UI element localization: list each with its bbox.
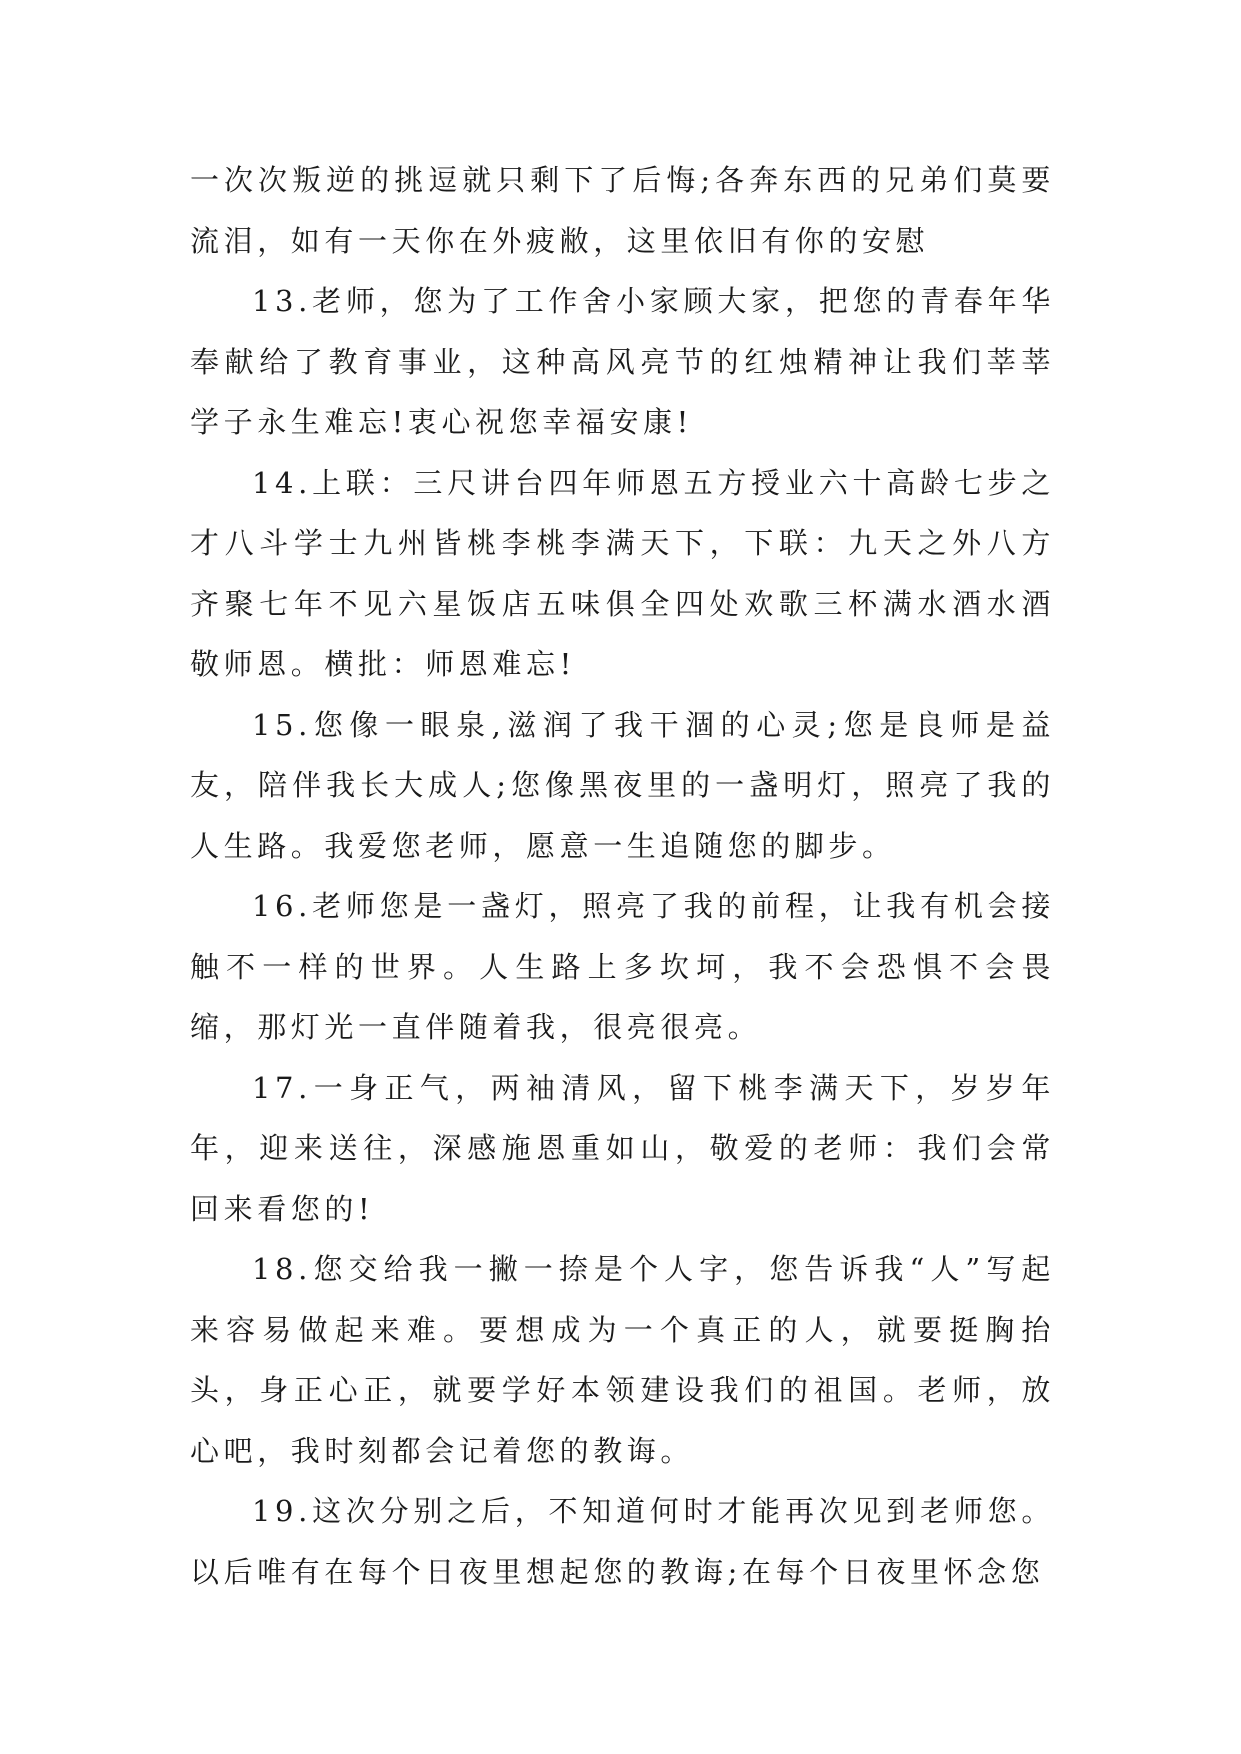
paragraph-item-13: 13.老师，您为了工作舍小家顾大家，把您的青春年华奉献给了教育事业，这种高风亮节的红烛精神让我们莘莘学子永生难忘!衷心祝您幸福安康! — [190, 284, 1055, 439]
document-page — [190, 150, 1055, 1602]
paragraph-continuation: 一次次叛逆的挑逗就只剩下了后悔;各奔东西的兄弟们莫要流泪，如有一天你在外疲敝，这里依旧有你的安慰 — [190, 163, 1055, 258]
paragraph-item-19: 19.这次分别之后，不知道何时才能再次见到老师您。以后唯有在每个日夜里想起您的教诲;在每个日夜里怀念您 — [190, 1494, 1055, 1589]
paragraph-item-17: 17.一身正气，两袖清风，留下桃李满天下，岁岁年年，迎来送往，深感施恩重如山，敬爱的老师：我们会常回来看您的! — [190, 1070, 1055, 1226]
paragraph-item-14: 14.上联：三尺讲台四年师恩五方授业六十高龄七步之才八斗学士九州皆桃李桃李满天下，下联：九天之外八方齐聚七年不见六星饭店五味俱全四处欢歌三杯满水酒水酒敬师恩。横批：师恩难忘! — [190, 465, 1055, 681]
paragraph-item-18: 18.您交给我一撇一捺是个人字，您告诉我“人”写起来容易做起来难。要想成为一个真正的人，就要挺胸抬头，身正心正，就要学好本领建设我们的祖国。老师，放心吧，我时刻都会记着您的教诲。 — [190, 1252, 1055, 1468]
paragraph-item-15: 15.您像一眼泉,滋润了我干涸的心灵;您是良师是益友，陪伴我长大成人;您像黑夜里的一盏明灯，照亮了我的人生路。我爱您老师，愿意一生追随您的脚步。 — [190, 707, 1055, 863]
paragraph-item-16: 16.老师您是一盏灯，照亮了我的前程，让我有机会接触不一样的世界。人生路上多坎坷，我不会恐惧不会畏缩，那灯光一直伴随着我，很亮很亮。 — [190, 889, 1055, 1044]
